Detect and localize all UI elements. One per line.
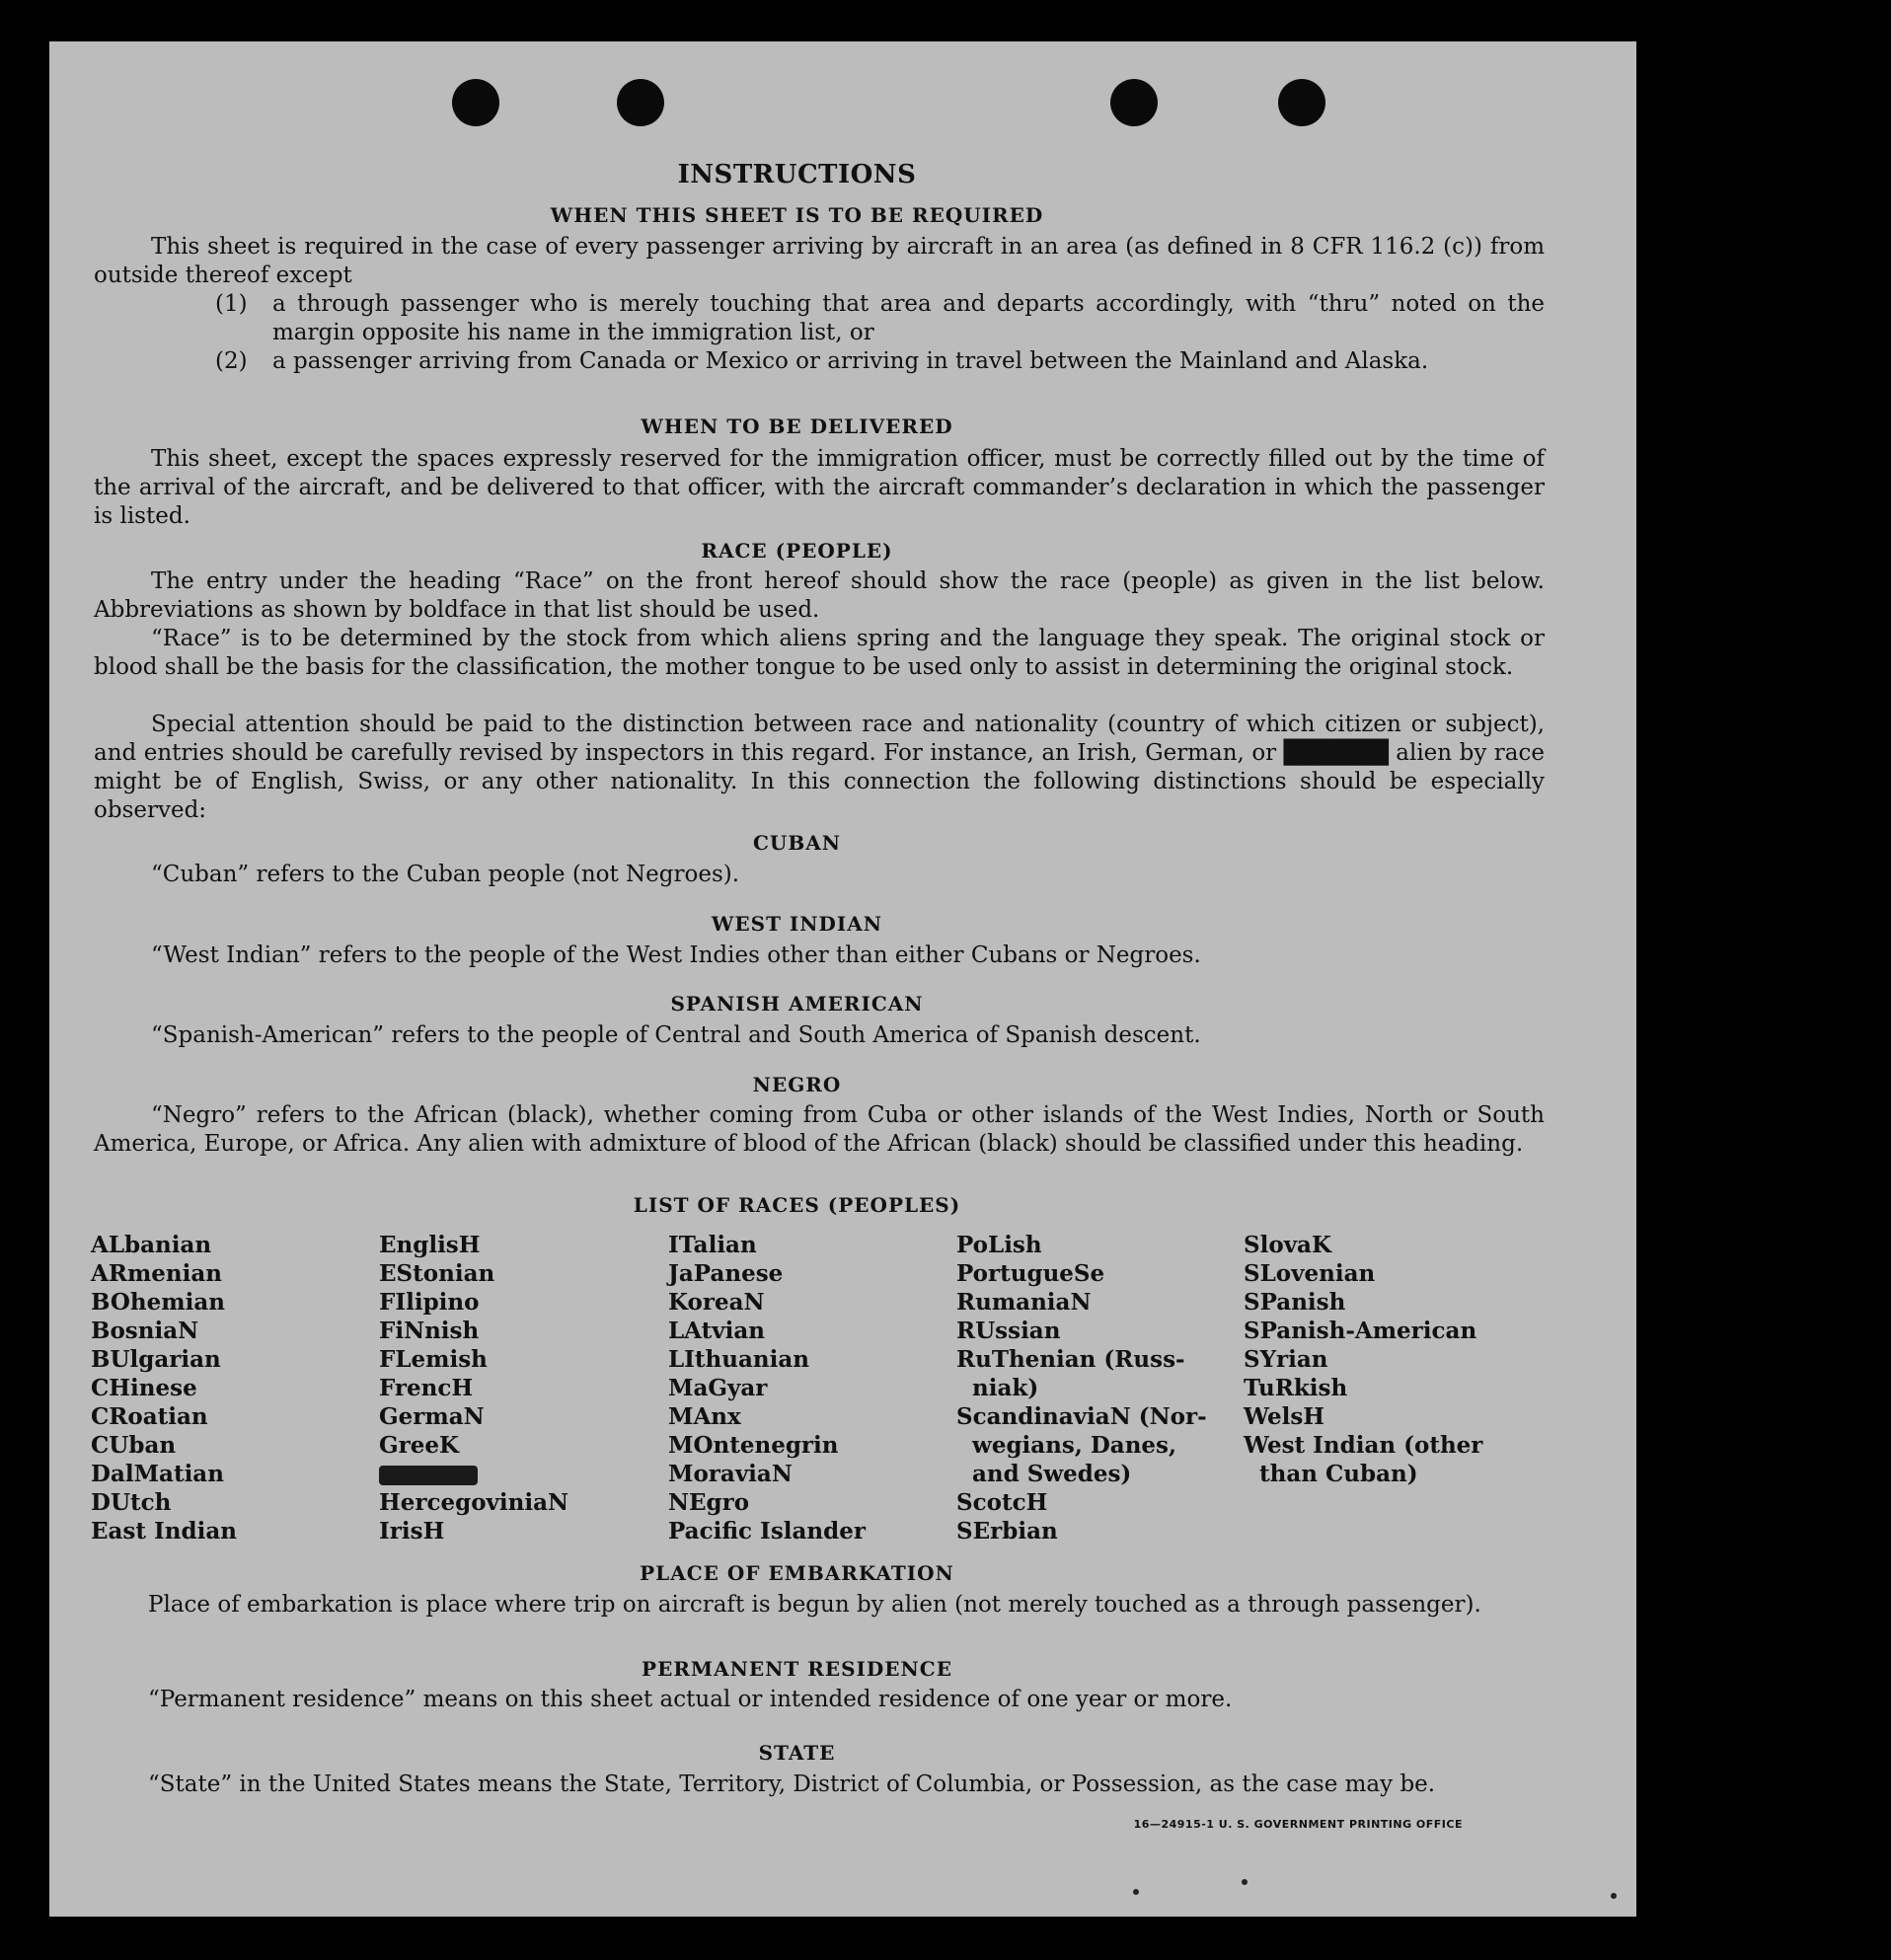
speck [1133,1889,1139,1895]
race-item: SPanish-American [1244,1318,1477,1344]
paragraph-embarkation: Place of embarkation is place where trip on aircraft is begun by alien (not merely touched as a through passenger). [148,1592,1481,1618]
paragraph-when-required: This sheet is required in the case of every passenger arriving by aircraft in an area (as defined in 8 CFR 116.2 (c)) from outside thereof except [94,234,1545,288]
race-item: FLemish [379,1346,488,1373]
heading-state: STATE [758,1741,836,1765]
race-item: NEgro [668,1489,750,1516]
speck [1611,1893,1617,1899]
race-item: niak) [956,1375,1039,1401]
race-column [1244,1231,1482,1488]
race-item: TuRkish [1244,1375,1348,1401]
list-item-number: (1) [215,291,248,317]
race-column [91,1231,237,1545]
race-item: MoraviaN [668,1461,793,1487]
paragraph-residence: “Permanent residence” means on this sheet actual or intended residence of one year or more. [148,1687,1233,1712]
race-item: ARmenian [91,1260,223,1287]
punch-hole [1110,79,1158,126]
races-list [91,1231,1532,1556]
page-title: INSTRUCTIONS [677,160,917,189]
heading-list-of-races: LIST OF RACES (PEOPLES) [633,1193,961,1217]
heading-cuban: CUBAN [752,831,842,855]
race-item [379,1460,568,1488]
race-item: RumaniaN [956,1289,1092,1316]
heading-negro: NEGRO [752,1073,842,1096]
race-item: SYrian [1244,1346,1328,1373]
race-item: CHinese [91,1375,197,1401]
race-item: DUtch [91,1489,172,1516]
race-item: ALbanian [91,1232,212,1258]
race-item: SErbian [956,1518,1058,1545]
race-item: LAtvian [668,1318,765,1344]
redaction-mark [379,1466,478,1485]
paragraph-spanish-american: “Spanish-American” refers to the people of Central and South America of Spanish descent. [151,1022,1201,1048]
race-item: wegians, Danes, [956,1432,1177,1459]
heading-west-indian: WEST INDIAN [711,912,883,936]
race-column [956,1231,1207,1545]
document-sheet [49,41,1636,1917]
race-item: ScandinaviaN (Nor- [956,1403,1207,1430]
race-item: SLovenian [1244,1260,1376,1287]
list-item-text: a through passenger who is merely touching that area and departs accordingly, with “thru” noted on the margin opposite his name in the immigration list, or [272,291,1545,345]
race-item: Pacific Islander [668,1518,866,1545]
race-item: MOntenegrin [668,1432,839,1459]
heading-when-required: WHEN THIS SHEET IS TO BE REQUIRED [550,203,1044,227]
race-item: SlovaK [1244,1232,1331,1258]
race-item: BOhemian [91,1289,225,1316]
race-item: PortugueSe [956,1260,1105,1287]
race-item: FiNnish [379,1318,480,1344]
speck [1242,1879,1248,1885]
paragraph-west-indian: “West Indian” refers to the people of the West Indies other than either Cubans or Negroes. [151,942,1201,968]
race-item: BosniaN [91,1318,199,1344]
race-item: FIlipino [379,1289,480,1316]
race-item: GermaN [379,1403,485,1430]
paragraph-when-delivered: This sheet, except the spaces expressly reserved for the immigration officer, must be correctly filled out by the time of the arrival of the aircraft, and be delivered to that officer, with the aircraft commander’s declaration in which the passenger is listed. [94,446,1545,529]
race-item: ScotcH [956,1489,1048,1516]
race-item: PoLish [956,1232,1042,1258]
heading-when-delivered: WHEN TO BE DELIVERED [641,415,953,438]
race-item: East Indian [91,1518,237,1545]
heading-race: RACE (PEOPLE) [701,539,893,563]
heading-residence: PERMANENT RESIDENCE [642,1657,952,1681]
race-item: MAnx [668,1403,741,1430]
race-item: CRoatian [91,1403,208,1430]
race-item: BUlgarian [91,1346,221,1373]
race-item: and Swedes) [956,1461,1132,1487]
race-item: JaPanese [668,1260,784,1287]
race-item: EStonian [379,1260,495,1287]
race-item: ITalian [668,1232,757,1258]
race-column [668,1231,866,1545]
punch-hole [1278,79,1325,126]
race-item: HercegoviniaN [379,1489,569,1516]
race-item: SPanish [1244,1289,1346,1316]
paragraph-race-3: Special attention should be paid to the distinction between race and nationality (country of which citizen or subject), and entries should be carefully revised by inspectors in this regard. For instance, an Irish, German, or ██████ alien by race might be of English, Swiss, or any other nationality. In this connection the following distinctions should be especially observed: [94,712,1545,823]
race-item: EnglisH [379,1232,481,1258]
paragraph-cuban: “Cuban” refers to the Cuban people (not Negroes). [151,862,740,887]
race-item: FrencH [379,1375,474,1401]
race-item: RUssian [956,1318,1061,1344]
race-item: West Indian (other [1244,1432,1483,1459]
heading-spanish-american: SPANISH AMERICAN [670,992,924,1016]
race-item: CUban [91,1432,177,1459]
paragraph-state: “State” in the United States means the State, Territory, District of Columbia, or Possession, as the case may be. [148,1772,1436,1797]
race-item: WelsH [1244,1403,1325,1430]
list-item-number: (2) [215,348,248,374]
race-column [379,1231,568,1545]
race-item: KoreaN [668,1289,765,1316]
race-item: DalMatian [91,1461,224,1487]
race-item: RuThenian (Russ- [956,1346,1185,1373]
list-item-text: a passenger arriving from Canada or Mexico or arriving in travel between the Mainland and Alaska. [272,348,1429,374]
punch-hole [452,79,499,126]
race-item: LIthuanian [668,1346,809,1373]
punch-hole [617,79,664,126]
printing-office-footer: 16—24915-1 U. S. GOVERNMENT PRINTING OFFICE [1133,1818,1463,1831]
race-item: MaGyar [668,1375,768,1401]
paragraph-race-2: “Race” is to be determined by the stock from which aliens spring and the language they speak. The original stock or blood shall be the basis for the classification, the mother tongue to be used only to assist in determining the original stock. [94,626,1545,680]
heading-embarkation: PLACE OF EMBARKATION [640,1561,954,1585]
race-item: IrisH [379,1518,445,1545]
race-item: GreeK [379,1432,460,1459]
race-item: than Cuban) [1244,1461,1418,1487]
paragraph-race-1: The entry under the heading “Race” on the front hereof should show the race (people) as given in the list below. Abbreviations as shown by boldface in that list should be used. [94,568,1545,623]
paragraph-negro: “Negro” refers to the African (black), whether coming from Cuba or other islands of the West Indies, North or South America, Europe, or Africa. Any alien with admixture of blood of the African (black) should be classified under this heading. [94,1102,1545,1157]
